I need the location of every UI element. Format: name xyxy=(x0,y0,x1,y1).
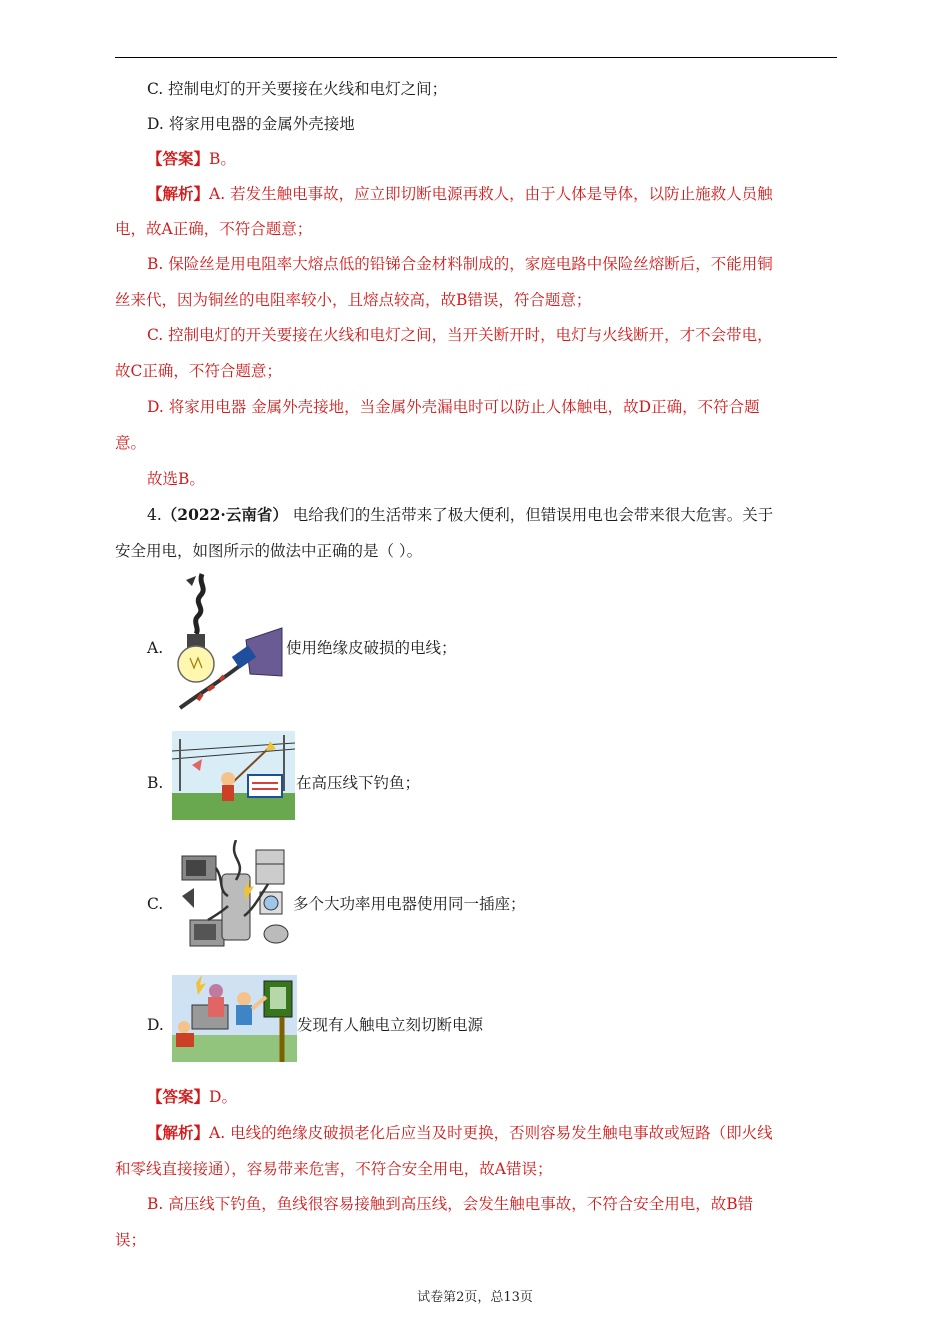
header-rule xyxy=(115,57,837,58)
cut-power-rescue-image xyxy=(172,975,297,1062)
overloaded-socket-image xyxy=(178,840,293,950)
analysis-text: A. 若发生触电事故，应立即切断电源再救人，由于人体是导体，以防止施救人员触 xyxy=(209,185,773,203)
question-4-stem-2: 安全用电，如图所示的做法中正确的是（ ）。 xyxy=(115,542,423,560)
analysis-line: 意。 xyxy=(115,434,147,452)
option-c-prev: C. 控制电灯的开关要接在火线和电灯之间； xyxy=(147,80,448,98)
option-d-letter: D. xyxy=(147,1016,164,1034)
analysis-line: D. 将家用电器 金属外壳接地，当金属外壳漏电时可以防止人体触电，故D正确，不符合题 xyxy=(147,398,760,416)
answer-value: D。 xyxy=(209,1088,237,1106)
option-a-letter: A. xyxy=(147,639,164,657)
analysis-q3-a xyxy=(147,183,840,205)
question-text: 电给我们的生活带来了极大便利，但错误用电也会带来很大危害。关于 xyxy=(287,506,774,524)
analysis-text: A. 电线的绝缘皮破损老化后应当及时更换，否则容易发生触电事故或短路（即火线 xyxy=(209,1124,773,1142)
fishing-under-powerline-image xyxy=(172,731,295,820)
analysis-line: 丝来代，因为铜丝的电阻率较小，且熔点较高，故B错误，符合题意； xyxy=(115,291,592,309)
answer-label: 【答案】 xyxy=(147,1087,210,1106)
answer-value: B。 xyxy=(209,150,236,168)
analysis-line: B. 保险丝是用电阻率大熔点低的铅锑合金材料制成的，家庭电路中保险丝熔断后，不能用铜 xyxy=(147,255,773,273)
question-number: 4. xyxy=(147,506,162,524)
answer-q3 xyxy=(147,148,840,170)
answer-label: 【答案】 xyxy=(147,149,210,168)
analysis-q4-a xyxy=(147,1122,840,1144)
option-a-text: 使用绝缘皮破损的电线； xyxy=(286,639,457,657)
option-b-letter: B. xyxy=(147,774,164,792)
option-d-prev: D. 将家用电器的金属外壳接地 xyxy=(147,115,355,133)
answer-q4 xyxy=(147,1086,840,1108)
conclusion: 故选B。 xyxy=(147,470,205,488)
analysis-line: C. 控制电灯的开关要接在火线和电灯之间，当开关断开时，电灯与火线断开，才不会带电， xyxy=(147,326,773,344)
analysis-line: 电，故A正确，不符合题意； xyxy=(115,220,313,238)
analysis-line: B. 高压线下钓鱼，鱼线很容易接触到高压线，会发生触电事故，不符合安全用电，故B错 xyxy=(147,1195,754,1213)
option-c-letter: C. xyxy=(147,895,164,913)
broken-wire-image xyxy=(172,572,286,714)
option-d-text: 发现有人触电立刻切断电源 xyxy=(297,1016,484,1034)
option-b-text: 在高压线下钓鱼； xyxy=(296,774,421,792)
question-4-stem xyxy=(147,504,840,526)
analysis-line: 和零线直接接通），容易带来危害，不符合安全用电，故A错误； xyxy=(115,1160,553,1178)
question-source: （2022·云南省） xyxy=(161,505,288,524)
analysis-label: 【解析】 xyxy=(147,184,210,203)
analysis-line: 故C正确，不符合题意； xyxy=(115,362,282,380)
page-footer: 试卷第2页，总13页 xyxy=(417,1290,533,1305)
analysis-label: 【解析】 xyxy=(147,1123,210,1142)
option-c-text: 多个大功率用电器使用同一插座； xyxy=(293,895,526,913)
analysis-line: 误； xyxy=(115,1231,147,1249)
